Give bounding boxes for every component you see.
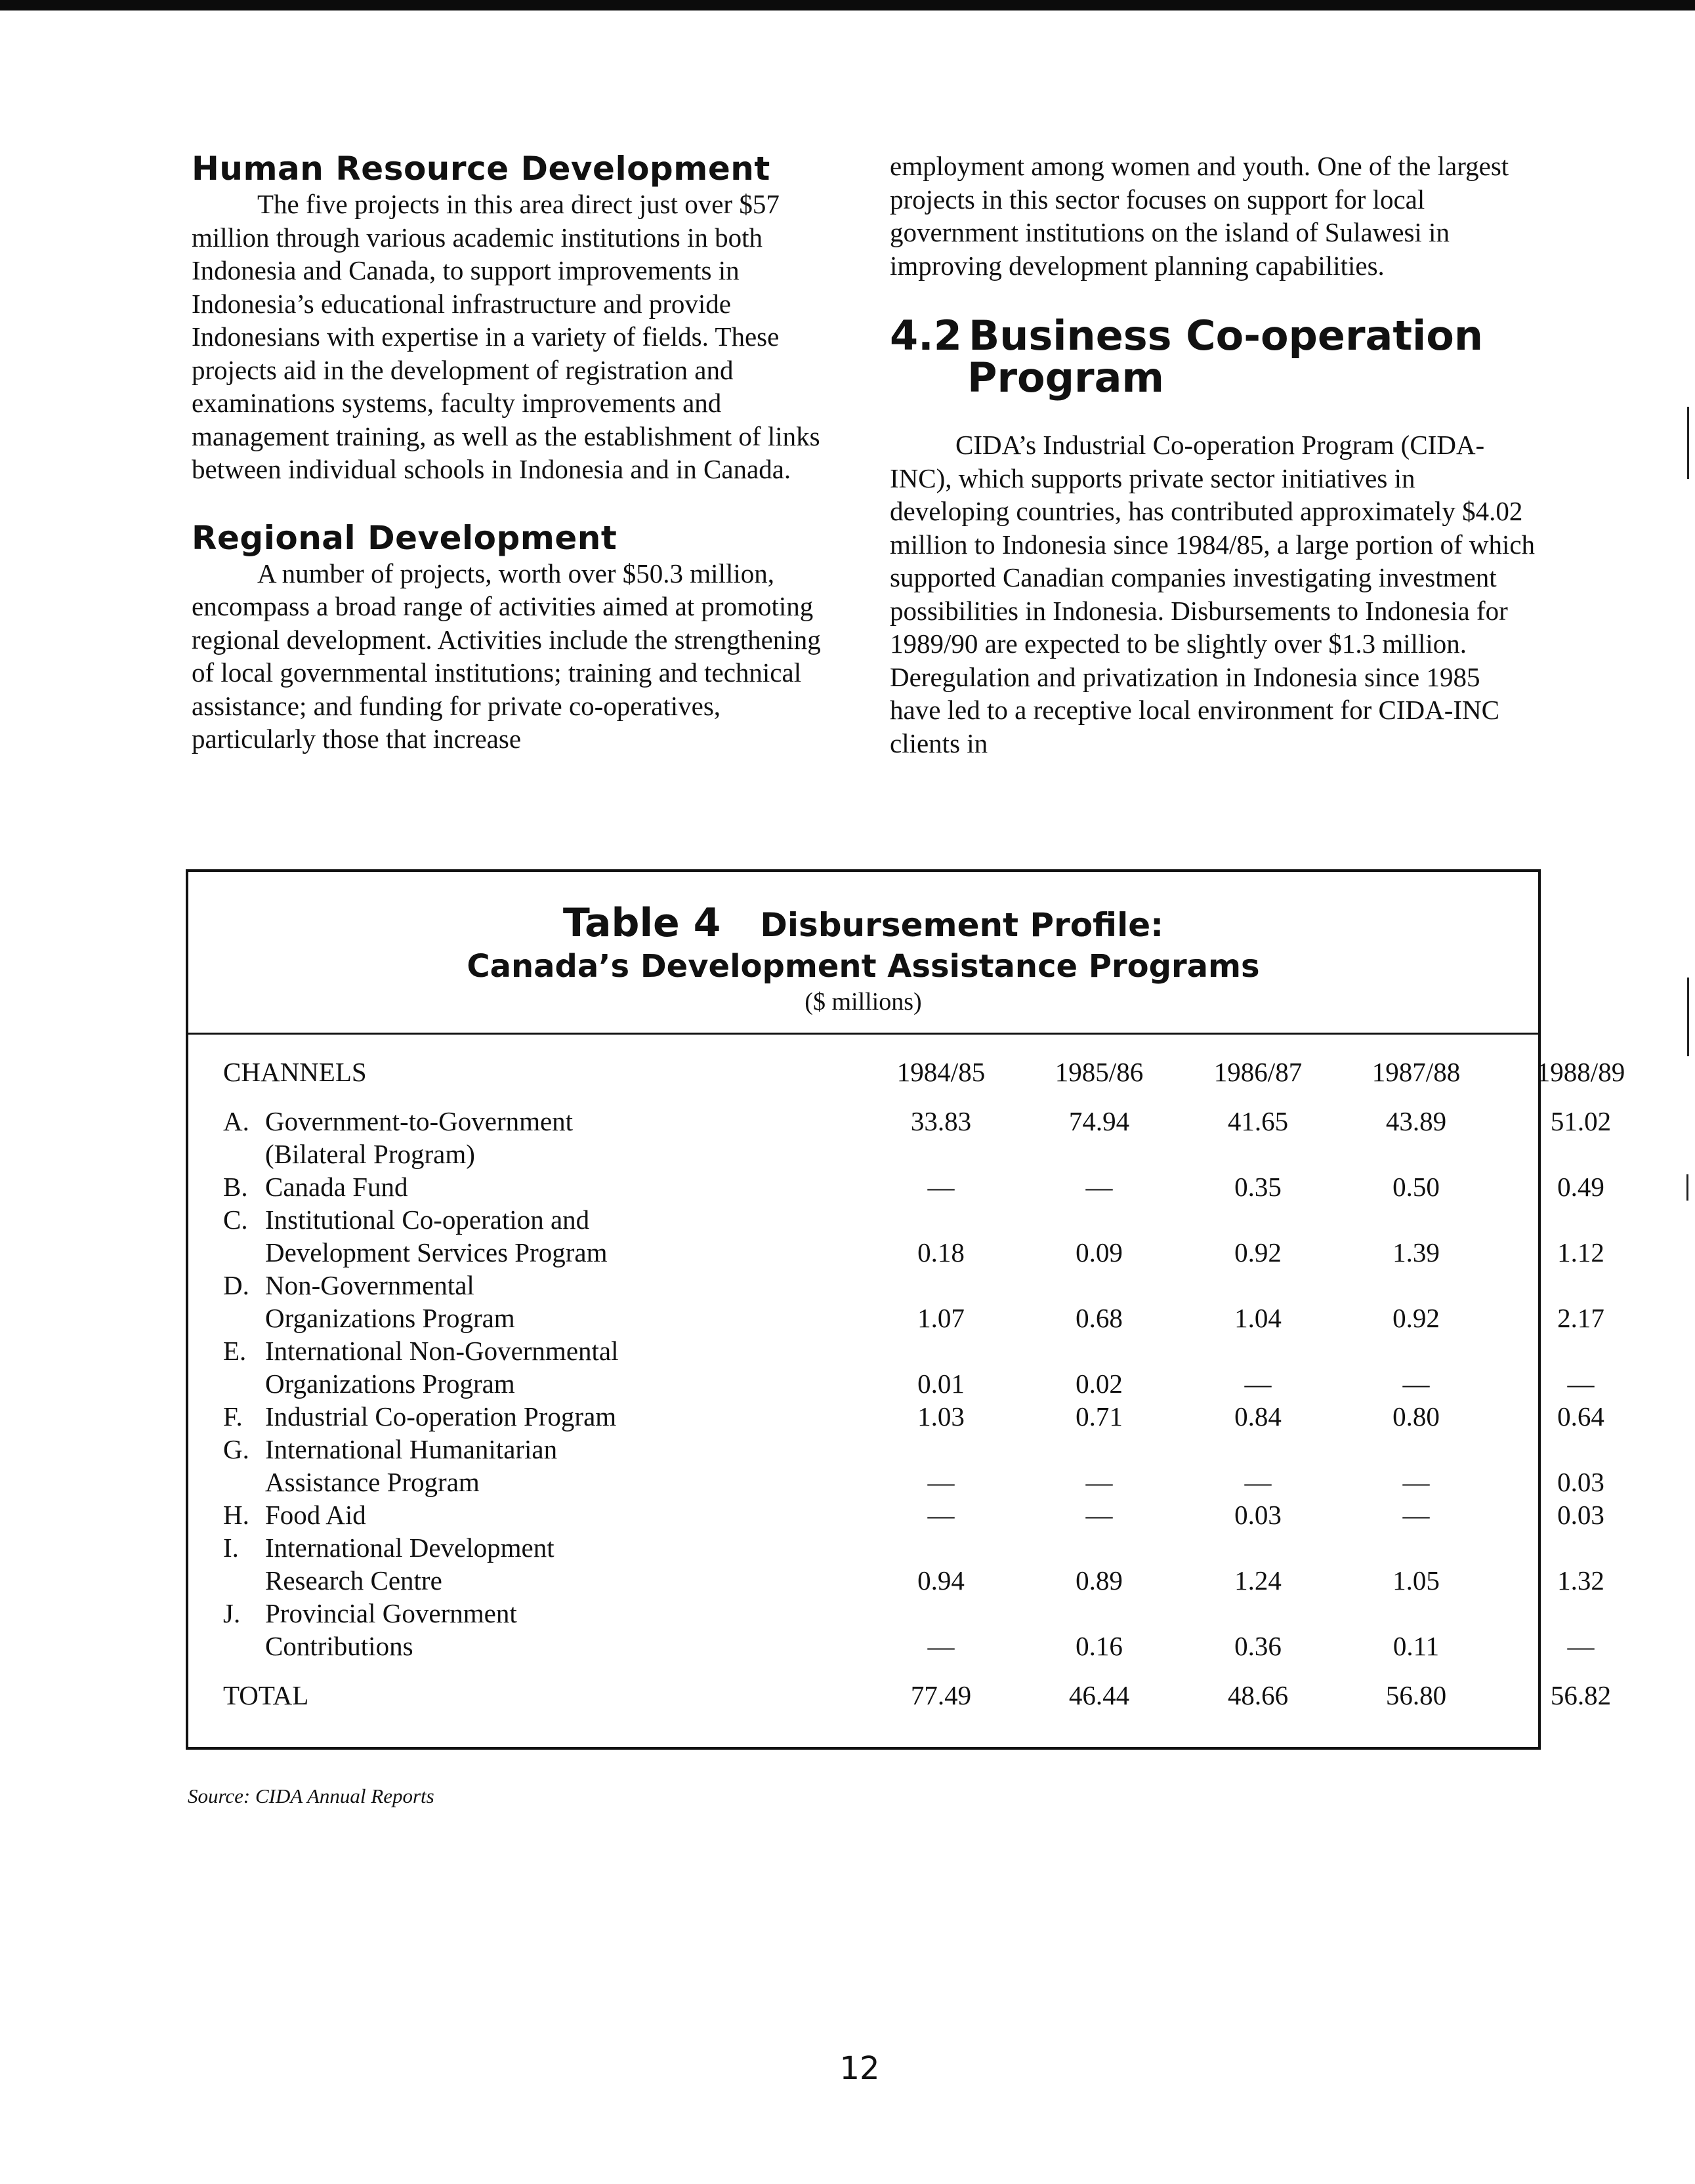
row-label-continued: Organizations Program <box>265 1303 515 1333</box>
section-title-line2: Program <box>967 354 1165 402</box>
section-heading <box>890 312 1536 402</box>
row-value: 0.94 <box>917 1565 965 1596</box>
row-value: — <box>927 1500 955 1530</box>
total-label: TOTAL <box>223 1680 309 1710</box>
scan-edge-mark <box>1686 1174 1688 1201</box>
row-label: Non-Governmental <box>265 1270 474 1300</box>
scan-edge-mark <box>1687 407 1689 479</box>
total-value: 56.80 <box>1385 1680 1447 1710</box>
section-number: 4.2 <box>890 312 962 360</box>
row-value: — <box>1244 1369 1272 1399</box>
row-value: 33.83 <box>910 1106 972 1136</box>
row-label: Industrial Co-operation Program <box>265 1401 617 1432</box>
row-value: 0.92 <box>1234 1237 1282 1267</box>
channels-header: CHANNELS <box>223 1057 367 1087</box>
hrd-heading: Human Resource Development <box>192 150 770 188</box>
table-header <box>188 872 1538 1035</box>
row-value: 0.49 <box>1557 1172 1604 1202</box>
row-value: 0.80 <box>1392 1401 1440 1432</box>
year-header: 1988/89 <box>1536 1057 1625 1087</box>
row-value: 0.18 <box>917 1237 965 1267</box>
year-header: 1985/86 <box>1055 1057 1144 1087</box>
row-value: 1.03 <box>917 1401 965 1432</box>
row-value: 0.03 <box>1234 1500 1282 1530</box>
table-subtitle: Canada’s Development Assistance Programs <box>467 948 1260 985</box>
row-value: 0.09 <box>1076 1237 1123 1267</box>
row-value: 0.02 <box>1076 1369 1123 1399</box>
row-value: 74.94 <box>1068 1106 1130 1136</box>
bcp-paragraph: CIDA’s Industrial Co-operation Program (CIDA-INC), which supports private sector initiatives in developing countries, has contributed approximately $4.02 million to Indonesia since 1984/85, a large portion of which supported Canadian companies investigating investment possibilities in Indonesia. Disbursements to Indonesia for 1989/90 are expected to be slightly over $1.3 million. Deregulation and privatization in Indonesia since 1985 have led to a receptive local environment for CIDA-INC clients in <box>890 430 1536 758</box>
row-value: 0.50 <box>1392 1172 1440 1202</box>
row-label-continued: (Bilateral Program) <box>265 1139 475 1169</box>
row-letter: D. <box>223 1270 249 1300</box>
row-label-continued: Assistance Program <box>265 1467 480 1497</box>
row-value: 1.12 <box>1557 1237 1604 1267</box>
total-row <box>188 1679 1612 1712</box>
row-value: 0.84 <box>1234 1401 1282 1432</box>
year-header: 1987/88 <box>1371 1057 1461 1087</box>
row-label: Food Aid <box>265 1500 366 1530</box>
table-title <box>188 900 1538 946</box>
row-letter: G. <box>223 1434 249 1464</box>
section-title-line1: Business Co-operation <box>969 312 1484 360</box>
year-header: 1984/85 <box>896 1057 986 1087</box>
rd-paragraph: A number of projects, worth over $50.3 million, encompass a broad range of activities aimed at promoting regional development. Activities include the strengthening of local governmental institutions; training and technical assistance; and funding for private co-operatives, particularly those that increase <box>192 558 821 754</box>
row-value: — <box>1085 1172 1113 1202</box>
total-value: 56.82 <box>1550 1680 1612 1710</box>
continued-paragraph: employment among women and youth. One of the largest projects in this sector focuses on support for local government institutions on the island of Sulawesi in improving development planning capabilities. <box>890 151 1509 281</box>
row-value: 1.24 <box>1234 1565 1282 1596</box>
row-label: International Humanitarian <box>265 1434 558 1464</box>
row-value: 41.65 <box>1227 1106 1289 1136</box>
right-column <box>890 150 1536 760</box>
row-label-continued: Research Centre <box>265 1565 442 1596</box>
row-value: 0.92 <box>1392 1303 1440 1333</box>
row-label: International Non-Governmental <box>265 1336 619 1366</box>
row-value: 0.01 <box>917 1369 965 1399</box>
row-label-continued: Organizations Program <box>265 1369 515 1399</box>
row-value: — <box>1402 1467 1430 1497</box>
table-unit: ($ millions) <box>805 988 922 1016</box>
row-value: 2.17 <box>1557 1303 1604 1333</box>
row-value: 1.07 <box>917 1303 965 1333</box>
row-letter: B. <box>223 1172 248 1202</box>
row-value: 0.64 <box>1557 1401 1604 1432</box>
row-value: 0.36 <box>1234 1631 1282 1661</box>
row-value: — <box>927 1172 955 1202</box>
row-value: 0.68 <box>1076 1303 1123 1333</box>
row-label: Canada Fund <box>265 1172 408 1202</box>
scan-top-edge <box>0 0 1695 10</box>
row-value: 0.89 <box>1076 1565 1123 1596</box>
row-value: 1.32 <box>1557 1565 1604 1596</box>
row-letter: E. <box>223 1336 247 1366</box>
table-column-headers <box>188 1056 1625 1088</box>
row-letter: C. <box>223 1205 248 1235</box>
row-label: Institutional Co-operation and <box>265 1205 590 1235</box>
row-value: 0.35 <box>1234 1172 1282 1202</box>
year-header: 1986/87 <box>1213 1057 1303 1087</box>
row-letter: H. <box>223 1500 249 1530</box>
row-value: 0.16 <box>1076 1631 1123 1661</box>
page-number: 12 <box>839 2050 880 2087</box>
row-value: 51.02 <box>1550 1106 1612 1136</box>
row-label: Government-to-Government <box>265 1106 574 1136</box>
row-value: — <box>1244 1467 1272 1497</box>
left-column <box>192 150 838 756</box>
row-value: 0.11 <box>1392 1631 1440 1661</box>
row-value: — <box>927 1467 955 1497</box>
row-value: — <box>1567 1631 1595 1661</box>
row-value: — <box>1402 1369 1430 1399</box>
row-value: 1.04 <box>1234 1303 1282 1333</box>
table-label: Table 4 <box>562 900 721 946</box>
total-value: 46.44 <box>1068 1680 1130 1710</box>
total-value: 48.66 <box>1227 1680 1289 1710</box>
row-value: — <box>1085 1467 1113 1497</box>
hrd-paragraph: The five projects in this area direct just over $57 million through various academic institutions in both Indonesia and Canada, to support improvements in Indonesia’s educational infrastructure and provide Indonesians with expertise in a variety of fields. These projects aid in the development of registration and examinations systems, faculty improvements and management training, as well as the establishment of links between individual schools in Indonesia and in Canada. <box>192 189 820 484</box>
row-label: International Development <box>265 1533 555 1563</box>
row-label-continued: Contributions <box>265 1631 413 1661</box>
row-label: Provincial Government <box>265 1598 517 1628</box>
row-value: — <box>1402 1500 1430 1530</box>
row-label-continued: Development Services Program <box>265 1237 608 1267</box>
disbursement-table <box>186 869 1625 1750</box>
rd-heading: Regional Development <box>192 518 617 557</box>
table-title-text: Disbursement Profile: <box>760 906 1164 944</box>
row-value: — <box>1567 1369 1595 1399</box>
total-value: 77.49 <box>910 1680 972 1710</box>
row-letter: J. <box>223 1598 241 1628</box>
row-value: — <box>1085 1500 1113 1530</box>
row-value: 1.05 <box>1392 1565 1440 1596</box>
row-value: 0.03 <box>1557 1467 1604 1497</box>
row-value: 0.03 <box>1557 1500 1604 1530</box>
row-value: 0.71 <box>1076 1401 1123 1432</box>
row-letter: I. <box>223 1533 239 1563</box>
row-letter: A. <box>223 1106 249 1136</box>
scan-edge-mark <box>1687 978 1689 1056</box>
source-note: Source: CIDA Annual Reports <box>188 1784 434 1807</box>
row-letter: F. <box>223 1401 243 1432</box>
row-value: 43.89 <box>1385 1106 1447 1136</box>
row-value: 1.39 <box>1392 1237 1440 1267</box>
row-value: — <box>927 1631 955 1661</box>
